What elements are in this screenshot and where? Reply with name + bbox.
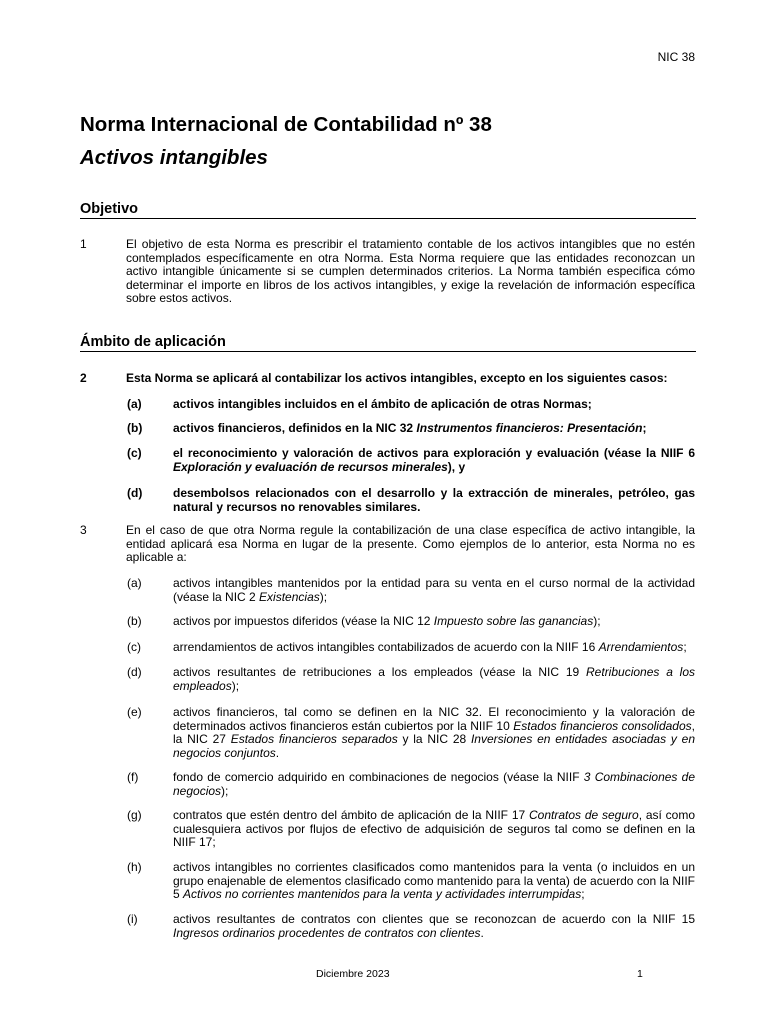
list-item-text: activos financieros, definidos en la NIC 32 Instrumentos financieros: Presentación; bbox=[173, 421, 647, 435]
list-item-label: (b) bbox=[127, 421, 143, 435]
list-item-text: activos financieros, tal como se definen en la NIC 32. El reconocimiento y la valoración de determinados activos financieros están cubiertos por la NIIF 10 Estados financieros consolidados, la NIC 27 Estados financieros separados y la NIC 28 Inversiones en entidades asociadas y en negocios conjuntos. bbox=[173, 705, 696, 760]
list-item-text: activos intangibles mantenidos por la entidad para su venta en el curso normal de la actividad (véase la NIC 2 Existencias); bbox=[173, 576, 695, 604]
list-item-text: activos intangibles incluidos en el ámbito de aplicación de otras Normas; bbox=[173, 397, 592, 411]
list-item-label: (f) bbox=[127, 770, 139, 784]
paragraph-1-text: El objetivo de esta Norma es prescribir el tratamiento contable de los activos intangibles que no estén contemplados específicamente en otra Norma. Esta Norma requiere que las entidades reconozcan un activo intangible únicamente si se cumplen determinados criterios. La Norma también especifica cómo determinar el importe en libros de los activos intangibles, y exige la revelación de información específica sobre estos activos. bbox=[126, 237, 695, 305]
header-standard-code: NIC 38 bbox=[657, 50, 695, 64]
section-heading-ambito: Ámbito de aplicación bbox=[80, 334, 696, 352]
paragraph-number: 1 bbox=[80, 237, 87, 251]
list-item-text: el reconocimiento y valoración de activos para exploración y evaluación (véase la NIIF 6 Exploración y evaluación de recursos minerales), y bbox=[173, 446, 695, 474]
list-item-text: activos por impuestos diferidos (véase la NIC 12 Impuesto sobre las ganancias); bbox=[173, 614, 601, 628]
section-heading-objetivo: Objetivo bbox=[80, 201, 696, 219]
list-item-label: (h) bbox=[127, 860, 142, 874]
list-item-label: (a) bbox=[127, 397, 142, 411]
list-item-label: (d) bbox=[127, 665, 142, 679]
paragraph-number: 3 bbox=[80, 523, 87, 537]
footer-date: Diciembre 2023 bbox=[316, 968, 390, 980]
list-item-label: (d) bbox=[127, 486, 143, 500]
list-item-label: (a) bbox=[127, 576, 142, 590]
list-item-text: activos resultantes de retribuciones a los empleados (véase la NIC 19 Retribuciones a los empleados); bbox=[173, 665, 696, 693]
list-item-text: contratos que estén dentro del ámbito de aplicación de la NIIF 17 Contratos de seguro, así como cualesquiera activos por flujos de efectivo de adquisición de seguros tal como se definen en la NIIF 17; bbox=[173, 808, 696, 849]
list-item-text: fondo de comercio adquirido en combinaciones de negocios (véase la NIIF 3 Combinaciones de negocios); bbox=[173, 770, 695, 798]
list-item-label: (b) bbox=[127, 614, 142, 628]
list-item-label: (c) bbox=[127, 640, 141, 654]
list-item-label: (c) bbox=[127, 446, 142, 460]
list-item-text: arrendamientos de activos intangibles contabilizados de acuerdo con la NIIF 16 Arrendamientos; bbox=[173, 640, 687, 654]
paragraph-3-text: En el caso de que otra Norma regule la contabilización de una clase específica de activo intangible, la entidad aplicará esa Norma en lugar de la presente. Como ejemplos de lo anterior, esta Norma no es aplicable a: bbox=[126, 523, 695, 564]
list-item-text: activos intangibles no corrientes clasificados como mantenidos para la venta (o incluidos en un grupo enajenable de elementos clasificado como mantenido para la venta) de acuerdo con la NIIF 5 Activos no corrientes mantenidos para la venta y actividades interrumpidas; bbox=[173, 860, 695, 901]
list-item-label: (i) bbox=[127, 912, 138, 926]
list-item-label: (g) bbox=[127, 808, 142, 822]
paragraph-2-text: Esta Norma se aplicará al contabilizar los activos intangibles, excepto en los siguientes casos: bbox=[126, 371, 668, 385]
list-item-text: activos resultantes de contratos con clientes que se reconozcan de acuerdo con la NIIF 15 Ingresos ordinarios procedentes de contratos con clientes. bbox=[173, 912, 695, 940]
list-item-label: (e) bbox=[127, 705, 142, 719]
paragraph-number: 2 bbox=[80, 371, 87, 385]
page-number: 1 bbox=[637, 968, 643, 980]
standard-title: Norma Internacional de Contabilidad nº 38 bbox=[80, 113, 492, 136]
standard-subtitle: Activos intangibles bbox=[80, 146, 268, 169]
list-item-text: desembolsos relacionados con el desarrollo y la extracción de minerales, petróleo, gas natural y recursos no renovables similares. bbox=[173, 486, 695, 514]
